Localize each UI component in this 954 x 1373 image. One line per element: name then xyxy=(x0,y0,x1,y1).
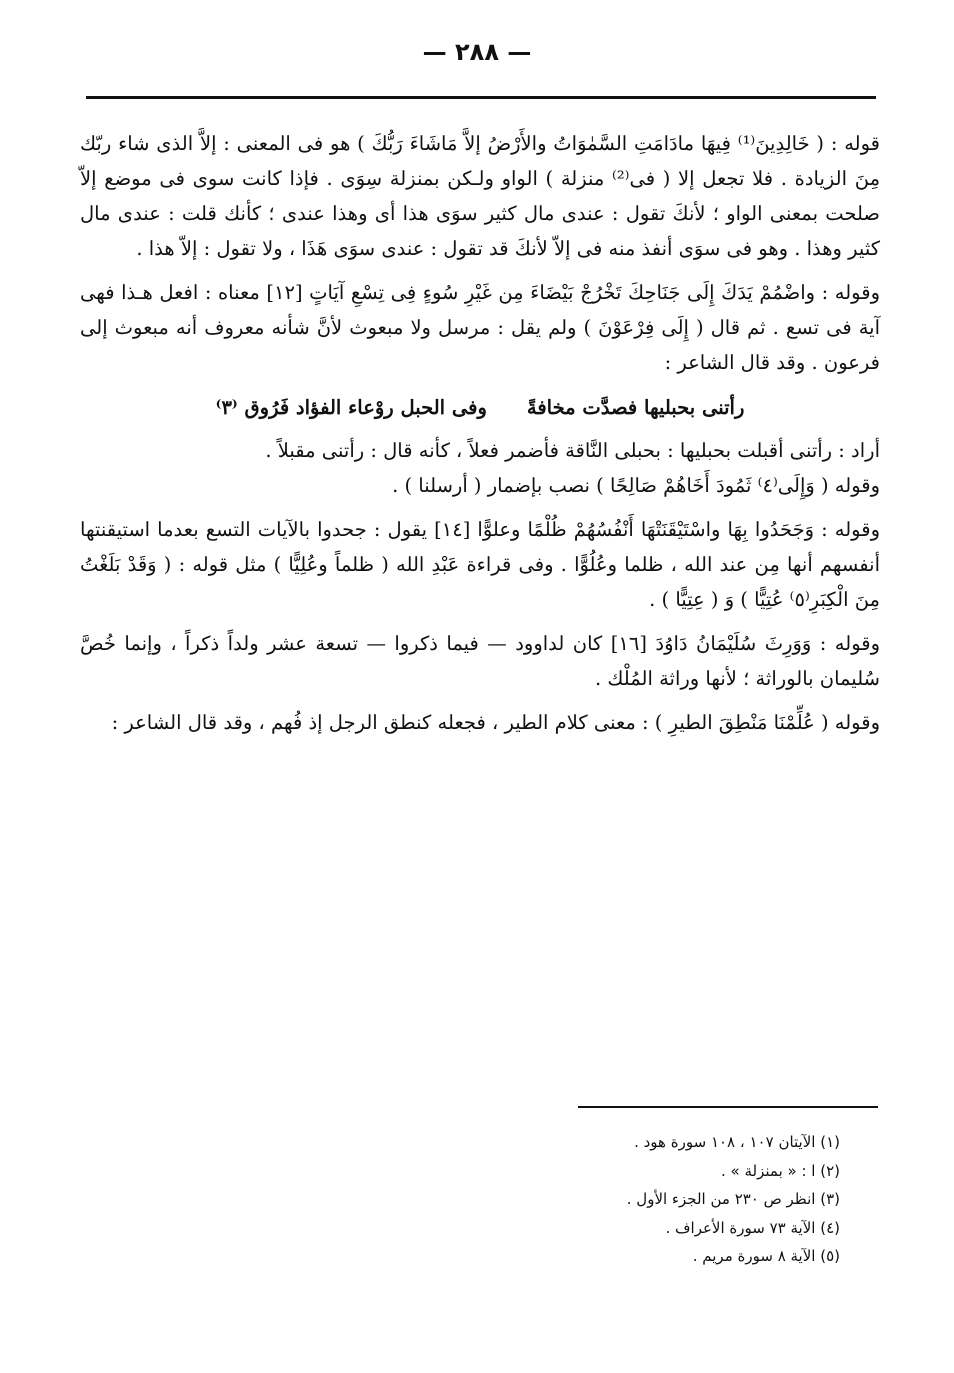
footnote-item: (٢) ا : « بمنزلة » . xyxy=(721,1161,840,1180)
poem-hemistich-second: وفى الحبل روْعاء الفؤاد فَرُوق ⁽٣⁾ xyxy=(215,396,487,419)
paragraph-thamud: وقوله ( وَإِلَى⁽٤⁾ ثَمُودَ أَخَاهُمْ صَالِحًا ) نصب بإضمار ( أرسلنا ) . xyxy=(392,474,880,497)
footnote-item: (٥) الآية ٨ سورة مريم . xyxy=(692,1247,840,1265)
footnotes xyxy=(300,1128,840,1271)
paragraph-mantiq: وقوله ( عُلِّمْنَا مَنْطِقَ الطيرِ ) : معنى كلام الطير ، فجعله كنطق الرجل إذ فُهم ، وقد قال الشاعر : xyxy=(111,711,880,734)
poem-hemistich-first: رأتنى بحبليها فصدَّت مخافةً xyxy=(526,396,745,419)
footnote-rule xyxy=(578,1106,878,1108)
paragraph-arada: أراد : رأتنى أقبلت بحبليها : بحبلى النَّاقة فأضمر فعلاً ، كأنه قال : رأتنى مقبلاً . xyxy=(265,439,880,462)
paragraph-khalidin: قوله : ( خَالِدِينَ⁽¹⁾ فِيهَا مادَامَتِ السَّمٰوَاتُ والأَرْضُ إلاَّ مَاشَاءَ رَبُّكَ ) هو فى المعنى : إلاَّ الذى شاء ربّك مِنَ الزيادة . فلا تجعل إلا ( فى⁽²⁾ منزلة ) الواو ولـكن بمنزلة سِوَى . فإذا كانت سوى فى موضع إلاّ صلحت بمعنى الواو ؛ لأنكَ تقول : عندى مال كثير سوَى هذا أى وهذا عندى ؛ كأنك قلت : عندى مال كثير وهذا . وهو فى سوَى أنفذ منه فى إلاّ لأنكَ قد تقول : عندى سوَى هَذَا ، ولا تقول : إلاّ هذا . xyxy=(80,132,881,260)
page-number: — ٢٨٨ — xyxy=(422,38,532,66)
footnote-item: (١) الآيتان ١٠٧ ، ١٠٨ سورة هود . xyxy=(634,1133,840,1151)
paragraph-jahadu: وقوله : وَجَحَدُوا بِهَا واسْتَيْقَنَتْهَا أَنْفُسُهُمْ ظُلْمًا وعلوًّا [١٤] يقول : جحدوا بالآيات التسع بعدما استيقنتها أنفسهم أنها مِن عند الله ، ظلما وعُلُوًّا . وفى قراءة عَبْدِ الله ( ظلماً وعُلِيًّا ) مثل قوله : ( وَقَدْ بَلَغْتُ مِنَ الْكِبَرِ⁽٥⁾ عُتِيًّا ) وَ ( عِتِيًّا ) . xyxy=(80,518,880,611)
paragraph-warith: وقوله : وَوَرِثَ سُلَيْمَانُ دَاوُدَ [١٦] كان لداوود — فيما ذكروا — تسعة عشر ولداً ذكراً ، وإنما خُصَّ سُليمان بالوراثة ؛ لأنها وراثة المُلْك . xyxy=(80,632,881,690)
main-text xyxy=(80,126,880,740)
footnote-item: (٣) انظر ص ٢٣٠ من الجزء الأول . xyxy=(626,1190,840,1208)
footnote-item: (٤) الآية ٧٣ سورة الأعراف . xyxy=(665,1218,840,1237)
header-rule xyxy=(86,96,876,99)
paragraph-wadmum: وقوله : واضْمُمْ يَدَكَ إِلَى جَنَاحِكَ تَخْرُجْ بَيْضَاءَ مِن غَيْرِ سُوءٍ فِى تِسْعِ آيَاتٍ [١٢] معناه : افعل هـذا فهى آية فى تسع . ثم قال ( إِلَى فِرْعَوْنَ ) ولم يقل : مرسل ولا مبعوث لأنَّ شأنه معروف أنه مبعوث إلى فرعون . وقد قال الشاعر : xyxy=(80,281,880,374)
poem-verse xyxy=(80,390,880,425)
